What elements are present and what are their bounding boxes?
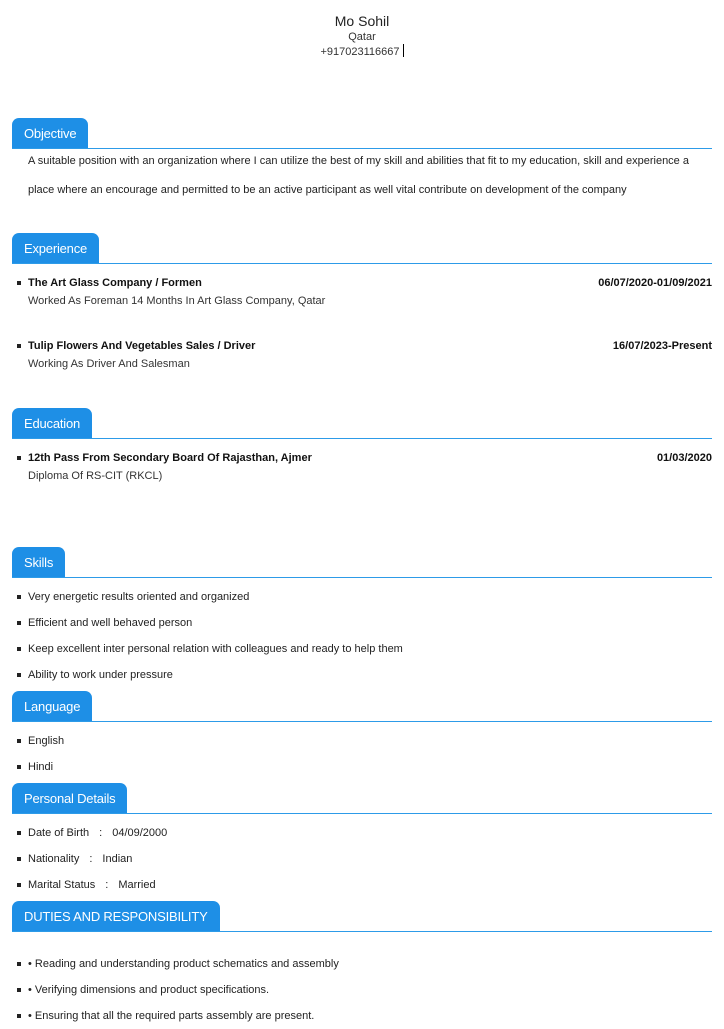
candidate-name: Mo Sohil (334, 13, 390, 29)
duty-text: • Verifying dimensions and product specifications. (28, 984, 270, 996)
entry-date: 01/03/2020 (656, 452, 712, 464)
entry-title: 12th Pass From Secondary Board Of Rajasthan, Ajmer (28, 452, 312, 464)
section-divider (12, 148, 712, 149)
detail-label: Marital Status (28, 879, 96, 891)
detail-separator: : (105, 879, 109, 891)
section-header (12, 118, 712, 149)
section-divider (12, 577, 712, 578)
objective-text: A suitable position with an organization where I can utilize the best of my skill and abilities that fit to my education, skill and experience a place where an encourage and permitted to be an active participant as well vital contribute on development of the company (28, 155, 689, 196)
section-divider (12, 813, 712, 814)
personal-details-list (12, 820, 712, 898)
list-item (12, 820, 712, 846)
bullet-icon (17, 647, 21, 651)
skills-list (12, 584, 712, 688)
detail-label: Nationality (28, 853, 80, 865)
bullet-icon (17, 883, 21, 887)
language-section (12, 691, 712, 780)
detail-label: Date of Birth (28, 827, 90, 839)
language-text: English (28, 735, 65, 747)
section-header (12, 408, 712, 439)
bullet-icon (17, 456, 21, 460)
bullet-icon (17, 831, 21, 835)
section-divider (12, 931, 712, 932)
bullet-icon (17, 673, 21, 677)
bullet-icon (17, 344, 21, 348)
skill-text: Keep excellent inter personal relation with colleagues and ready to help them (28, 643, 403, 655)
detail-separator: : (89, 853, 93, 865)
entry-description: Working As Driver And Salesman (28, 358, 190, 370)
skills-heading: Skills (12, 547, 65, 578)
education-section (12, 408, 712, 482)
language-list (12, 728, 712, 780)
bullet-icon (17, 739, 21, 743)
personal-details-heading: Personal Details (12, 783, 127, 814)
bullet-icon (17, 962, 21, 966)
bullet-icon (17, 621, 21, 625)
skill-text: Efficient and well behaved person (28, 617, 193, 629)
bullet-icon (17, 281, 21, 285)
section-header (12, 783, 712, 814)
entry-date: 16/07/2023-Present (612, 340, 712, 352)
duty-text: • Ensuring that all the required parts assembly are present. (28, 1010, 315, 1022)
experience-heading: Experience (12, 233, 99, 264)
objective-heading: Objective (12, 118, 88, 149)
list-item (12, 662, 712, 688)
bullet-icon (17, 988, 21, 992)
experience-entry (12, 277, 712, 307)
bullet-icon (17, 765, 21, 769)
entry-description: Worked As Foreman 14 Months In Art Glass Company, Qatar (28, 295, 326, 307)
detail-value: Married (118, 879, 156, 891)
list-item (12, 872, 712, 898)
section-header (12, 901, 712, 932)
duties-list (12, 951, 712, 1029)
detail-separator: : (99, 827, 103, 839)
list-item (12, 584, 712, 610)
personal-details-section (12, 783, 712, 898)
section-header (12, 547, 712, 578)
section-divider (12, 721, 712, 722)
experience-section (12, 233, 712, 370)
section-divider (12, 438, 712, 439)
candidate-location: Qatar (348, 31, 376, 43)
list-item (12, 610, 712, 636)
education-heading: Education (12, 408, 92, 439)
detail-value: 04/09/2000 (112, 827, 168, 839)
candidate-phone-row (0, 44, 724, 59)
detail-value: Indian (102, 853, 133, 865)
list-item (12, 728, 712, 754)
duties-section (12, 901, 712, 1029)
language-text: Hindi (28, 761, 54, 773)
bullet-icon (17, 1014, 21, 1018)
skills-section (12, 547, 712, 688)
list-item (12, 951, 712, 977)
text-cursor (403, 44, 404, 57)
list-item (12, 636, 712, 662)
entry-title: The Art Glass Company / Formen (28, 277, 202, 289)
list-item (12, 1003, 712, 1029)
bullet-icon (17, 857, 21, 861)
list-item (12, 977, 712, 1003)
language-heading: Language (12, 691, 92, 722)
entry-description: Diploma Of RS-CIT (RKCL) (28, 470, 163, 482)
section-header (12, 691, 712, 722)
list-item (12, 846, 712, 872)
entry-title: Tulip Flowers And Vegetables Sales / Driver (28, 340, 256, 352)
entry-date: 06/07/2020-01/09/2021 (598, 277, 712, 289)
objective-section (12, 118, 712, 205)
education-entry (12, 452, 712, 482)
skill-text: Very energetic results oriented and organized (28, 591, 250, 603)
section-divider (12, 263, 712, 264)
bullet-icon (17, 595, 21, 599)
skill-text: Ability to work under pressure (28, 669, 173, 681)
duty-text: • Reading and understanding product schematics and assembly (28, 958, 339, 970)
duties-heading: DUTIES AND RESPONSIBILITY (12, 901, 220, 932)
section-header (12, 233, 712, 264)
candidate-phone: +917023116667 (320, 46, 400, 58)
resume-header (0, 12, 724, 59)
list-item (12, 754, 712, 780)
experience-entry (12, 340, 712, 370)
